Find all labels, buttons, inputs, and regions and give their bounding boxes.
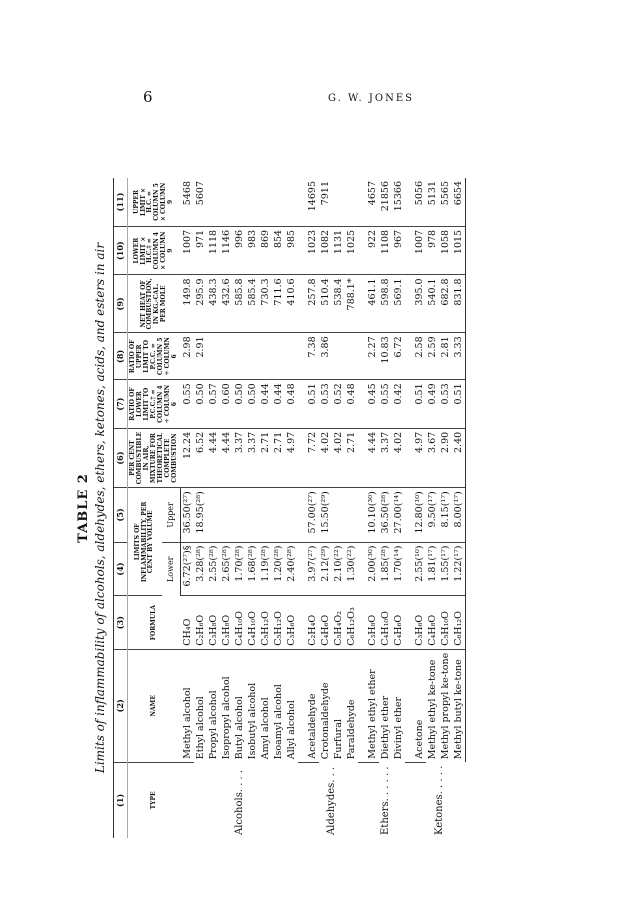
upper-limit-cell [207,488,220,542]
upper-x-cell: 5056 [413,178,426,226]
col-num: (7) [114,380,128,428]
heat-cell: 585.4 [246,275,259,333]
spacer-cell [358,178,366,226]
type-cell: Ketones. . . . . [433,765,445,835]
heat-cell: 395.0 [413,275,426,333]
spacer-cell [298,275,306,333]
upper-limit-cell [285,488,298,542]
lower-limit-cell: 2.12(²⁹) [319,542,332,596]
col-num: (5) [114,488,128,542]
ratio-upper-cell: 2.58 [413,333,426,380]
table-row [259,178,272,838]
ratio-upper-cell: 2.91 [194,333,207,380]
lower-x-cell: 971 [194,226,207,274]
formula-cell: C₄H₆O [392,596,405,649]
ratio-upper-cell: 10.83 [379,333,392,380]
upper-limit-cell: 36.50(²⁸) [379,488,392,542]
spacer-cell [358,333,366,380]
lower-x-cell: 1146 [220,226,233,274]
heat-cell: 461.1 [366,275,379,333]
ratio-lower-cell: 0.52 [332,380,345,428]
pcc-cell: 4.02 [392,428,405,487]
name-cell: Allyl alcohol [285,700,297,760]
upper-limit-cell [220,488,233,542]
formula-cell: C₅H₁₂O [259,596,272,649]
spacer-cell [298,380,306,428]
col-num: (2) [114,649,128,762]
header-heat: NET HEAT OF COMBUSTION, IN KG.-CAL. PER MOLE [128,275,181,333]
ratio-upper-cell: 2.59 [426,333,439,380]
table-row [452,178,466,838]
spacer-cell [405,428,413,487]
table-row [207,178,220,838]
name-cell: Divinyl ether [392,696,404,760]
upper-x-cell [332,178,345,226]
lower-x-cell: 869 [259,226,272,274]
upper-limit-cell: 12.80(¹⁰) [413,488,426,542]
heat-cell: 569.1 [392,275,405,333]
header-upper: Upper [162,488,181,542]
lower-x-cell: 996 [233,226,246,274]
formula-cell: C₂H₆O [194,596,207,649]
upper-limit-cell [259,488,272,542]
lower-x-cell: 1007 [413,226,426,274]
ratio-upper-cell [246,333,259,380]
group-spacer [358,178,366,838]
pcc-cell: 3.37 [233,428,246,487]
spacer-cell [298,542,306,596]
upper-limit-cell: 8.15(¹⁷) [439,488,452,542]
lower-x-cell: 922 [366,226,379,274]
lower-limit-cell: 1.30(²²) [345,542,358,596]
heat-cell: 540.1 [426,275,439,333]
ratio-upper-cell: 6.72 [392,333,405,380]
table-body [180,178,465,838]
lower-limit-cell: 3.28(²⁸) [194,542,207,596]
formula-cell: C₆H₁₂O [452,596,466,649]
name-cell: Paraldehyde [345,699,357,760]
formula-cell: C₃H₆O [285,596,298,649]
upper-x-cell [233,178,246,226]
name-cell: Ethyl alcohol [194,696,206,760]
table-caption [76,178,107,838]
formula-cell: C₄H₁₀O [246,596,259,649]
table-row [180,178,194,838]
ratio-lower-cell: 0.55 [180,380,194,428]
formula-cell: C₅H₁₂O [272,596,285,649]
name-cell: Isopropyl alcohol [220,676,232,760]
inflammability-table [113,178,466,838]
ratio-upper-cell: 2.81 [439,333,452,380]
ratio-lower-cell: 0.51 [413,380,426,428]
upper-limit-cell: 10.10(³⁰) [366,488,379,542]
lower-limit-cell: 2.65(²⁸) [220,542,233,596]
table-row [272,178,285,838]
lower-limit-cell: 1.81(¹⁷) [426,542,439,596]
heat-cell: 598.8 [379,275,392,333]
upper-limit-cell: 8.00(¹⁷) [452,488,466,542]
heat-cell: 831.8 [452,275,466,333]
table-row [379,178,392,838]
formula-cell: C₄H₈O [426,596,439,649]
heat-cell: 538.4 [332,275,345,333]
ratio-lower-cell: 0.55 [379,380,392,428]
lower-x-cell: 983 [246,226,259,274]
spacer-cell [298,762,306,838]
col-num: (4) [114,542,128,596]
ratio-lower-cell: 0.53 [439,380,452,428]
ratio-upper-cell: 2.98 [180,333,194,380]
spacer-cell [405,380,413,428]
pcc-cell: 4.44 [220,428,233,487]
pcc-cell: 4.02 [332,428,345,487]
spacer-cell [358,596,366,649]
spacer-cell [405,542,413,596]
name-cell: Methyl butyl ke-tone [452,649,466,762]
heat-cell: 410.6 [285,275,298,333]
table-row [426,178,439,838]
header-row [128,178,162,838]
heat-cell: 257.8 [306,275,319,333]
upper-limit-cell: 15.50(²⁹) [319,488,332,542]
lower-limit-cell: 2.40(²⁸) [285,542,298,596]
name-cell: Methyl ethyl ke-tone [426,659,438,760]
spacer-cell [298,649,306,762]
ratio-upper-cell [207,333,220,380]
lower-limit-cell: 1.85(²⁸) [379,542,392,596]
spacer-cell [358,428,366,487]
upper-x-cell: 21856 [379,178,392,226]
heat-cell: 149.8 [180,275,194,333]
lower-limit-cell: 1.20(²⁸) [272,542,285,596]
upper-limit-cell [246,488,259,542]
pcc-cell: 4.97 [285,428,298,487]
pcc-cell: 2.71 [272,428,285,487]
spacer-cell [358,649,366,762]
name-cell: Isobutyl alcohol [246,682,258,760]
name-cell: Acetone [413,649,426,762]
pcc-cell: 2.90 [439,428,452,487]
spacer-cell [298,178,306,226]
lower-x-cell: 1007 [180,226,194,274]
heat-cell: 711.6 [272,275,285,333]
spacer-cell [405,178,413,226]
rotated-table-block [76,178,546,838]
upper-limit-cell: 9.50(¹⁷) [426,488,439,542]
pcc-cell: 12.24 [180,428,194,487]
upper-x-cell: 5607 [194,178,207,226]
formula-cell: C₃H₈O [207,596,220,649]
header-ratio-upper: RATIO OF UPPER LIMIT TO P.C.C. = COLUMN 5 ÷ COLUMN 6 [128,333,181,380]
table-row [194,178,207,838]
table-label: TABLE 2 [76,473,91,543]
header-type: TYPE [149,791,157,810]
lower-x-cell: 1108 [379,226,392,274]
lower-limit-cell: 6.72(²⁷)§ [180,542,194,596]
spacer-cell [358,226,366,274]
table-title: Limits of inflammability of alcohols, aldehydes, ethers, ketones, acids, and esters in air [93,242,107,774]
lower-x-cell: 1015 [452,226,466,274]
upper-x-cell: 5131 [426,178,439,226]
upper-x-cell [246,178,259,226]
table-row [233,178,246,838]
pcc-cell: 3.67 [426,428,439,487]
lower-x-cell: 985 [285,226,298,274]
lower-x-cell: 1058 [439,226,452,274]
ratio-lower-cell: 0.44 [259,380,272,428]
spacer-cell [405,649,413,762]
pcc-cell: 4.02 [319,428,332,487]
spacer-cell [298,488,306,542]
ratio-upper-cell [332,333,345,380]
formula-cell: C₅H₁₀O [439,596,452,649]
ratio-lower-cell: 0.57 [207,380,220,428]
table-row [392,178,405,838]
lower-x-cell: 1131 [332,226,345,274]
table-row [332,178,345,838]
header-ratio-lower: RATIO OF LOWER LIMIT TO P.C.C.† = COLUMN 4 ÷ COLUMN 6 [128,380,181,428]
upper-x-cell: 15366 [392,178,405,226]
spacer-cell [405,488,413,542]
formula-cell: C₄H₆O [319,596,332,649]
type-cell: Aldehydes. . . [326,766,338,835]
ratio-lower-cell: 0.48 [345,380,358,428]
formula-cell: C₅H₄O₂ [332,596,345,649]
pcc-cell: 4.44 [366,428,379,487]
upper-limit-cell [272,488,285,542]
lower-x-cell: 1082 [319,226,332,274]
table-row [246,178,259,838]
name-cell: Crotonaldehyde [319,682,331,760]
ratio-lower-cell: 0.42 [392,380,405,428]
lower-limit-cell: 2.00(³⁰) [366,542,379,596]
lower-limit-cell: 2.55(²⁸) [207,542,220,596]
name-cell: Diethyl ether [379,695,391,760]
header-formula: FORMULA [128,596,181,649]
upper-x-cell [345,178,358,226]
lower-limit-cell: 1.55(¹⁷) [439,542,452,596]
heat-cell: 510.4 [319,275,332,333]
formula-cell: C₃H₈O [366,596,379,649]
table-row [413,178,426,838]
name-cell: Isoamyl alcohol [272,684,284,760]
pcc-cell: 2.40 [452,428,466,487]
ratio-upper-cell: 3.33 [452,333,466,380]
upper-limit-cell [233,488,246,542]
name-cell: Methyl alcohol [180,649,194,762]
heat-cell: 585.8 [233,275,246,333]
ratio-upper-cell: 3.86 [319,333,332,380]
col-num: (9) [114,275,128,333]
header-upper-x: UPPER LIMIT × H.C. = COLUMN 5 × COLUMN 9 [128,178,181,226]
lower-limit-cell: 3.97(²⁷) [306,542,319,596]
table-row [306,178,319,838]
upper-x-cell: 5468 [180,178,194,226]
ratio-lower-cell: 0.49 [426,380,439,428]
lower-limit-cell: 1.19(²⁸) [259,542,272,596]
upper-x-cell: 14695 [306,178,319,226]
pcc-cell: 2.71 [259,428,272,487]
col-num: (11) [114,178,128,226]
ratio-lower-cell: 0.60 [220,380,233,428]
type-cell: Alcohols. . . . [233,769,245,835]
lower-limit-cell: 1.68(²⁸) [246,542,259,596]
name-cell: Butyl alcohol [233,696,245,760]
heat-cell: 788.1* [345,275,358,333]
ratio-upper-cell [345,333,358,380]
ratio-lower-cell: 0.44 [272,380,285,428]
spacer-cell [405,275,413,333]
ratio-lower-cell: 0.50 [194,380,207,428]
header-lower: Lower [162,542,181,596]
upper-x-cell: 5565 [439,178,452,226]
ratio-lower-cell: 0.48 [285,380,298,428]
table-row [366,178,379,838]
header-name: NAME [128,649,181,762]
formula-cell: C₆H₁₂O₃ [345,596,358,649]
pcc-cell: 2.71 [345,428,358,487]
table-row [285,178,298,838]
col-num: (10) [114,226,128,274]
upper-x-cell [207,178,220,226]
spacer-cell [405,333,413,380]
ratio-upper-cell [233,333,246,380]
ratio-upper-cell: 7.38 [306,333,319,380]
ratio-lower-cell: 0.50 [233,380,246,428]
heat-cell: 730.3 [259,275,272,333]
name-cell: Methyl ethyl ether [366,649,379,762]
ratio-lower-cell: 0.45 [366,380,379,428]
spacer-cell [358,380,366,428]
pcc-cell: 3.37 [379,428,392,487]
lower-limit-cell: 1.70(²⁸) [233,542,246,596]
heat-cell: 682.8 [439,275,452,333]
lower-x-cell: 1118 [207,226,220,274]
name-cell: Amyl alcohol [259,697,271,760]
ratio-lower-cell: 0.51 [306,380,319,428]
spacer-cell [298,428,306,487]
upper-x-cell [272,178,285,226]
ratio-upper-cell [285,333,298,380]
col-num: (1) [114,762,128,838]
spacer-cell [405,596,413,649]
formula-cell: C₃H₈O [220,596,233,649]
upper-limit-cell [332,488,345,542]
spacer-cell [405,762,413,838]
formula-cell: C₃H₆O [413,596,426,649]
spacer-cell [298,596,306,649]
heat-cell: 432.6 [220,275,233,333]
group-spacer [405,178,413,838]
table-row [319,178,332,838]
pcc-cell: 6.52 [194,428,207,487]
upper-x-cell [259,178,272,226]
ratio-lower-cell: 0.50 [246,380,259,428]
lower-limit-cell: 2.10(²²) [332,542,345,596]
upper-limit-cell: 27.00(¹⁴) [392,488,405,542]
formula-cell: CH₄O [180,596,194,649]
group-spacer [298,178,306,838]
name-cell: Acetaldehyde [306,649,319,762]
name-cell: Furfural [332,719,344,760]
spacer-cell [358,488,366,542]
heat-cell: 295.9 [194,275,207,333]
upper-x-cell: 6654 [452,178,466,226]
ratio-lower-cell: 0.53 [319,380,332,428]
col-num: (3) [114,596,128,649]
spacer-cell [405,226,413,274]
lower-limit-cell: 2.55(¹⁰) [413,542,426,596]
type-cell: Ethers. . . . . . [379,766,391,835]
upper-x-cell: 4657 [366,178,379,226]
upper-x-cell [220,178,233,226]
upper-limit-cell: 18.95(²⁸) [194,488,207,542]
name-cell: Propyl alcohol [207,690,219,760]
upper-x-cell [285,178,298,226]
upper-limit-cell: 36.50(²⁷) [180,488,194,542]
lower-x-cell: 967 [392,226,405,274]
formula-cell: C₄H₁₀O [379,596,392,649]
upper-limit-cell: 57.00(²⁷) [306,488,319,542]
upper-limit-cell [345,488,358,542]
spacer-cell [358,275,366,333]
column-number-row [114,178,128,838]
col-num: (8) [114,333,128,380]
table-row [439,178,452,838]
header-per-cent: PER CENT COMBUSTIBLE IN AIR, MIXTURE FOR THEORETICAL COMPLETE COMBUSTION [128,428,181,487]
name-cell: Methyl propyl ke-tone [439,652,451,760]
pcc-cell: 3.37 [246,428,259,487]
upper-x-cell: 7911 [319,178,332,226]
spacer-cell [358,762,366,838]
lower-x-cell: 1025 [345,226,358,274]
page-number: 6 [143,88,153,106]
formula-cell: C₂H₄O [306,596,319,649]
spacer-cell [358,542,366,596]
ratio-upper-cell: 2.27 [366,333,379,380]
ratio-upper-cell [259,333,272,380]
ratio-upper-cell [272,333,285,380]
ratio-lower-cell: 0.51 [452,380,466,428]
lower-x-cell: 854 [272,226,285,274]
ratio-upper-cell [220,333,233,380]
spacer-cell [298,226,306,274]
heat-cell: 438.3 [207,275,220,333]
running-head: G. W. JONES [328,93,414,104]
lower-x-cell: 1023 [306,226,319,274]
pcc-cell: 4.97 [413,428,426,487]
header-lower-x: LOWER LIMIT × H.C.‡ = COLUMN 4 × COLUMN 9 [128,226,181,274]
header-limits: LIMITS OF INFLAMMABILITY, PER CENT BY VOLUME [128,488,162,596]
table-row [220,178,233,838]
spacer-cell [298,333,306,380]
table-row [345,178,358,838]
lower-limit-cell: 1.70(¹⁴) [392,542,405,596]
formula-cell: C₄H₁₀O [233,596,246,649]
col-num: (6) [114,428,128,487]
pcc-cell: 4.44 [207,428,220,487]
lower-limit-cell: 1.22(¹⁷) [452,542,466,596]
lower-x-cell: 978 [426,226,439,274]
pcc-cell: 7.72 [306,428,319,487]
